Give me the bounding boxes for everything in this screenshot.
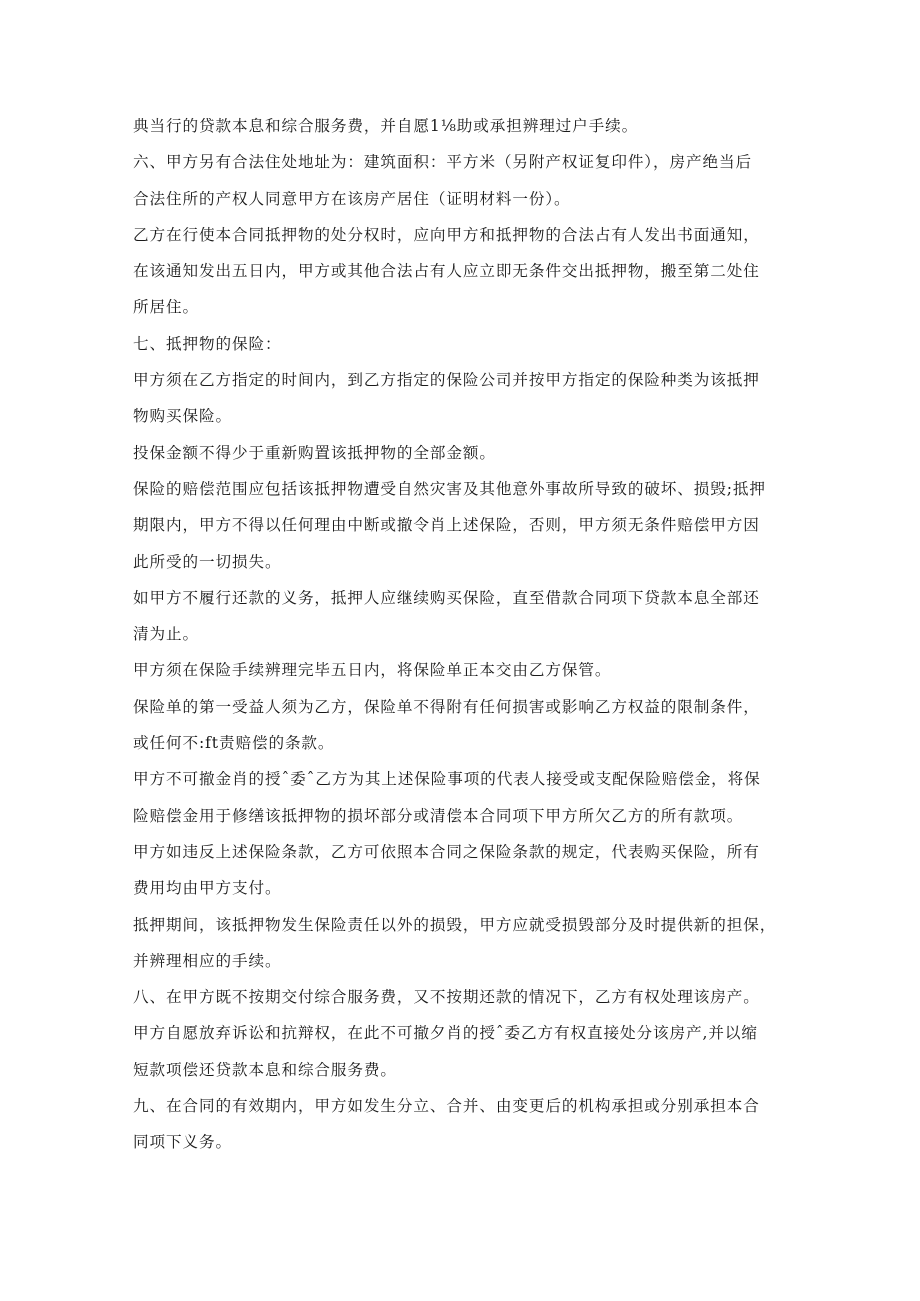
text-line-11: 保险的赔偿范围应包括该抵押物遭受自然灾害及其他意外事故所导致的破坏、损毁;抵押 — [133, 479, 766, 498]
text-line-16: 甲方须在保险手续辨理完毕五日内，将保险单正本交由乙方保管。 — [133, 661, 612, 680]
text-line-27: 短款项偿还贷款本息和综合服务费。 — [133, 1060, 397, 1079]
text-line-12: 期限内，甲方不得以任何理由中断或撤令肖上述保险，否则，甲方须无条件赔偿甲方因 — [133, 516, 760, 535]
text-line-8: 甲方须在乙方指定的时间内，到乙方指定的保险公司并按甲方指定的保险种类为该抵押 — [133, 371, 760, 390]
text-line-23: 抵押期间，该抵押物发生保险责任以外的损毁，甲方应就受损毁部分及时提供新的担保， — [133, 915, 777, 934]
text-line-1: 典当行的贷款本息和综合服务费，并自愿1⅛助或承担辨理过户手续。 — [133, 117, 639, 135]
text-line-24: 并辨理相应的手续。 — [133, 951, 282, 970]
text-line-26: 甲方自愿放弃诉讼和抗辩权，在此不可撤夕肖的授ˆ委乙方有权直接处分该房产,并以缩 — [133, 1024, 758, 1043]
text-line-7: 七、抵押物的保险： — [133, 334, 282, 353]
text-line-25: 八、在甲方既不按期交付综合服务费，又不按期还款的情况下，乙方有权处理该房产。 — [133, 988, 760, 1007]
text-line-21: 甲方如违反上述保险条款，乙方可依照本合同之保险条款的规定，代表购买保险，所有 — [133, 842, 760, 861]
text-line-10: 投保金额不得少于重新购置该抵押物的全部金额。 — [133, 443, 496, 462]
text-line-15: 清为止。 — [133, 625, 199, 644]
contract-text-body — [133, 108, 798, 1161]
text-line-29: 同项下义务。 — [133, 1133, 232, 1152]
text-line-3: 合法住所的产权人同意甲方在该房产居住（证明材料一份）。 — [133, 189, 571, 208]
text-line-6: 所居住。 — [133, 298, 199, 317]
text-line-9: 物购买保险。 — [133, 407, 232, 426]
text-line-2: 六、甲方另有合法住处地址为：建筑面积：平方米（另附产权证复印件），房产绝当后 — [133, 153, 752, 172]
text-line-17: 保险单的第一受益人须为乙方，保险单不得附有任何损害或影响乙方权益的限制条件， — [133, 697, 760, 716]
text-line-20: 险赔偿金用于修缮该抵押物的损坏部分或清偿本合同项下甲方所欠乙方的所有款项。 — [133, 806, 744, 825]
text-line-14: 如甲方不履行还款的义务，抵押人应继续购买保险，直至借款合同项下贷款本息全部还 — [133, 588, 760, 607]
text-line-13: 此所受的一切损失。 — [133, 552, 282, 571]
text-line-18: 或任何不:ft责赔偿的条款。 — [133, 734, 335, 753]
text-line-22: 费用均由甲方支付。 — [133, 879, 282, 898]
text-line-28: 九、在合同的有效期内，甲方如发生分立、合并、由变更后的机构承担或分别承担本合 — [133, 1097, 760, 1116]
text-line-19: 甲方不可撤金肖的授ˆ委ˆ乙方为其上述保险事项的代表人接受或支配保险赔偿金，将保 — [133, 770, 761, 789]
text-line-4: 乙方在行使本合同抵押物的处分权时，应向甲方和抵押物的合法占有人发出书面通知， — [133, 225, 760, 244]
text-line-5: 在该通知发出五日内，甲方或其他合法占有人应立即无条件交出抵押物，搬至第二处住 — [133, 262, 760, 281]
